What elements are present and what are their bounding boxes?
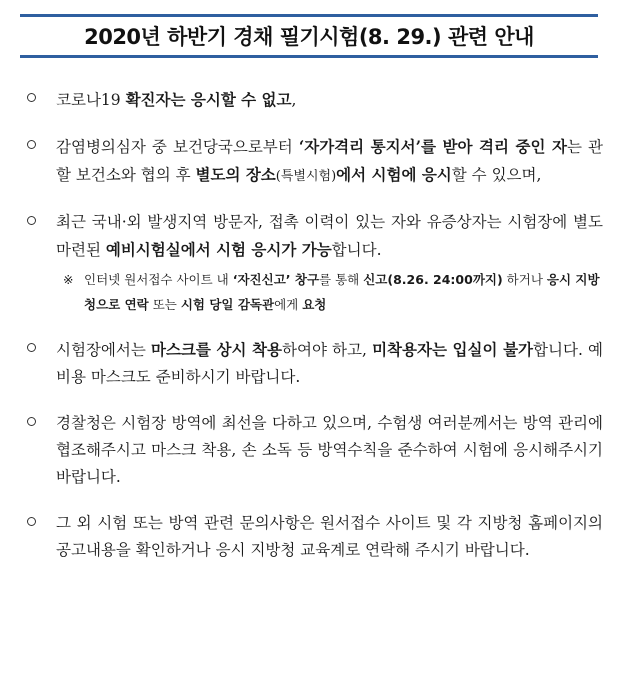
item-text: 최근 국내·외 발생지역 방문자, 접촉 이력이 있는 자와 유증상자는 시험장에 별도 마련된 xyxy=(56,213,603,259)
item-text-bold: 별도의 장소 xyxy=(195,165,276,184)
notice-item-3 xyxy=(0,209,619,264)
notice-item-6 xyxy=(0,510,619,564)
item-text: 경찰청은 시험장 방역에 최선을 다하고 있으며, 수험생 여러분께서는 방역 관리에 협조해주시고 마스크 착용, 손 소독 등 방역수칙을 준수하여 시험에 응시해주시기 바랍니다. xyxy=(56,414,603,486)
item-text: 합니다. 예비용 마스크도 준비하시기 바랍니다. xyxy=(56,341,603,386)
bullet-circle-icon xyxy=(27,417,36,426)
item-text-bold: ‘자가격리 통지서’를 받아 격리 중인 자 xyxy=(298,137,567,156)
item-text-bold: 마스크를 상시 착용 xyxy=(150,340,282,359)
bullet-circle-icon xyxy=(27,93,36,102)
item-text-bold: 미착용자는 입실이 불가 xyxy=(372,340,534,359)
notice-item-2 xyxy=(0,133,619,190)
notice-item-1 xyxy=(0,86,619,114)
note-text: 또는 xyxy=(148,297,181,312)
item-text-bold: 예비시험실에서 시험 응시가 가능 xyxy=(105,240,332,259)
item-text: (특별시험) xyxy=(275,169,337,184)
notice-item-4 xyxy=(0,336,619,391)
notice-item-5 xyxy=(0,410,619,491)
notice-list xyxy=(0,80,619,564)
item-text: 코로나19 xyxy=(56,91,126,109)
item-text: 그 외 시험 또는 방역 관련 문의사항은 원서접수 사이트 및 각 지방청 홈페이지의 공고내용을 확인하거나 응시 지방청 교육계로 연락해 주시기 바랍니다. xyxy=(56,514,603,559)
item-text: , xyxy=(291,91,297,109)
notice-sub-note xyxy=(0,267,619,317)
reference-mark-icon: ※ xyxy=(63,272,74,287)
bullet-circle-icon xyxy=(27,216,36,225)
item-text: 합니다. xyxy=(331,241,382,259)
title-banner xyxy=(20,14,598,58)
page-title: 2020년 하반기 경채 필기시험(8. 29.) 관련 안내 xyxy=(84,25,534,49)
note-text-bold: 응시 지방청으로 연락 xyxy=(84,272,600,312)
bullet-circle-icon xyxy=(27,343,36,352)
item-text: 하여야 하고, xyxy=(282,341,373,359)
note-text: 인터넷 원서접수 사이트 내 xyxy=(84,272,233,287)
item-text: 감염병의심자 중 보건당국으로부터 xyxy=(56,138,299,156)
bullet-circle-icon xyxy=(27,140,36,149)
item-text: 시험장에서는 xyxy=(56,341,151,359)
note-text: 하거나 xyxy=(502,272,547,287)
note-text: 에게 xyxy=(274,297,303,312)
item-text-bold: 에서 시험에 응시 xyxy=(336,165,452,184)
bullet-circle-icon xyxy=(27,517,36,526)
note-text-bold: 시험 당일 감독관 xyxy=(180,297,275,312)
note-text-bold: 신고(8.26. 24:00까지) xyxy=(363,272,503,287)
item-text: 는 관할 보건소와 협의 후 xyxy=(56,138,603,184)
item-text-bold: 확진자는 응시할 수 없고 xyxy=(125,90,292,109)
item-text: 할 수 있으며, xyxy=(451,166,542,184)
note-text-bold: 요청 xyxy=(302,297,327,312)
note-text: 를 통해 xyxy=(319,272,364,287)
note-text-bold: ‘자진신고’ 창구 xyxy=(232,272,320,287)
